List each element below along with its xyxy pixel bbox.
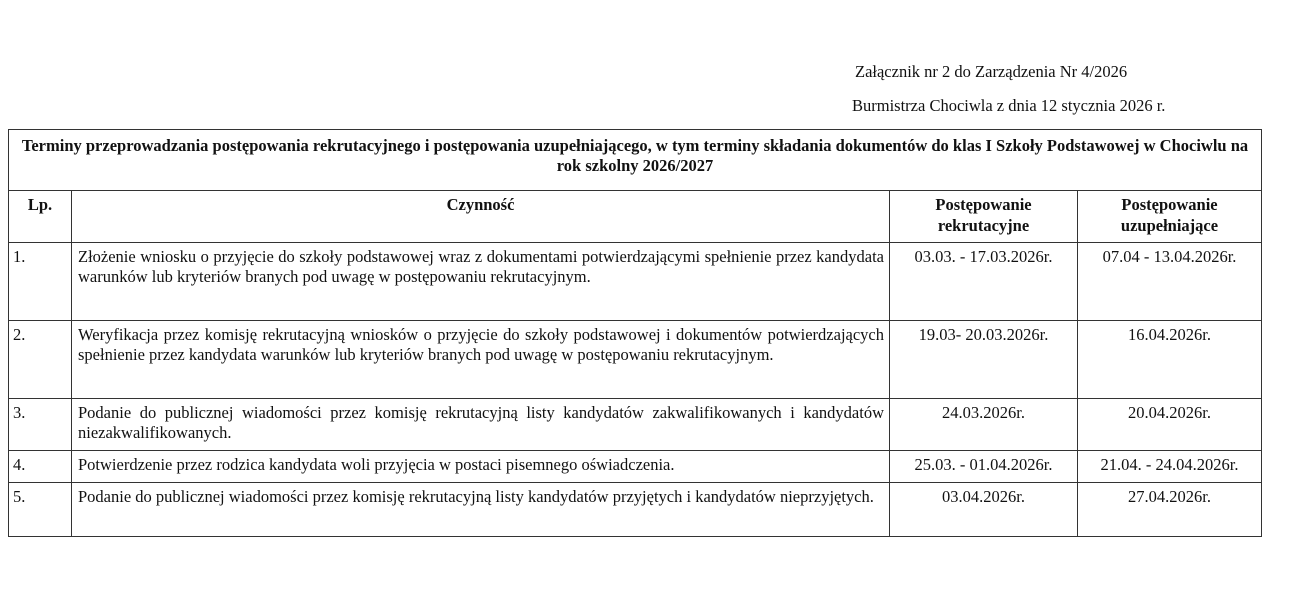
column-header-recruitment-line1: Postępowanie [935,195,1032,214]
table-row [9,399,1262,451]
column-header-lp: Lp. [9,191,72,243]
attachment-issuer: Burmistrza Chociwla z dnia 12 stycznia 2026 r. [852,95,1166,115]
column-header-supplementary-line2: uzupełniające [1120,215,1219,235]
row-activity: Podanie do publicznej wiadomości przez komisję rekrutacyjną listy kandydatów przyjętych i kandydatów nieprzyjętych. [72,483,890,537]
table-row [9,451,1262,483]
column-header-activity: Czynność [72,191,890,243]
row-number: 3. [9,399,72,451]
row-supplementary-term: 27.04.2026r. [1078,483,1262,537]
table-header-row [9,191,1262,243]
row-supplementary-term: 16.04.2026r. [1078,321,1262,399]
column-header-supplementary [1078,191,1262,243]
row-activity: Weryfikacja przez komisję rekrutacyjną wniosków o przyjęcie do szkoły podstawowej i dokumentów potwierdzających spełnienie przez kandydata warunków lub kryteriów branych pod uwagę w postępowaniu rekrutacyjnym. [72,321,890,399]
attachment-reference: Załącznik nr 2 do Zarządzenia Nr 4/2026 [855,62,1128,81]
column-header-recruitment [890,191,1078,243]
row-supplementary-term: 20.04.2026r. [1078,399,1262,451]
table-title: Terminy przeprowadzania postępowania rekrutacyjnego i postępowania uzupełniającego, w tym terminy składania dokumentów do klas I Szkoły Podstawowej w Chociwlu na rok szkolny 2026/2027 [9,130,1262,191]
row-number: 5. [9,483,72,537]
row-recruitment-term: 03.03. - 17.03.2026r. [890,243,1078,321]
row-activity: Podanie do publicznej wiadomości przez komisję rekrutacyjną listy kandydatów zakwalifikowanych i kandydatów niezakwalifikowanych. [72,399,890,451]
row-activity: Potwierdzenie przez rodzica kandydata woli przyjęcia w postaci pisemnego oświadczenia. [72,451,890,483]
document-header [852,64,1272,114]
row-recruitment-term: 03.04.2026r. [890,483,1078,537]
table-row [9,483,1262,537]
row-number: 1. [9,243,72,321]
row-recruitment-term: 24.03.2026r. [890,399,1078,451]
column-header-supplementary-line1: Postępowanie [1121,195,1218,214]
column-header-recruitment-line2: rekrutacyjne [937,215,1030,235]
row-supplementary-term: 07.04 - 13.04.2026r. [1078,243,1262,321]
row-activity: Złożenie wniosku o przyjęcie do szkoły podstawowej wraz z dokumentami potwierdzającymi spełnienie przez kandydata warunków lub kryteriów branych pod uwagę w postępowaniu rekrutacyjnym. [72,243,890,321]
table-row [9,243,1262,321]
row-recruitment-term: 25.03. - 01.04.2026r. [890,451,1078,483]
row-number: 4. [9,451,72,483]
row-number: 2. [9,321,72,399]
table-title-row [9,130,1262,191]
row-supplementary-term: 21.04. - 24.04.2026r. [1078,451,1262,483]
row-recruitment-term: 19.03- 20.03.2026r. [890,321,1078,399]
recruitment-schedule-table [8,129,1262,537]
table-row [9,321,1262,399]
